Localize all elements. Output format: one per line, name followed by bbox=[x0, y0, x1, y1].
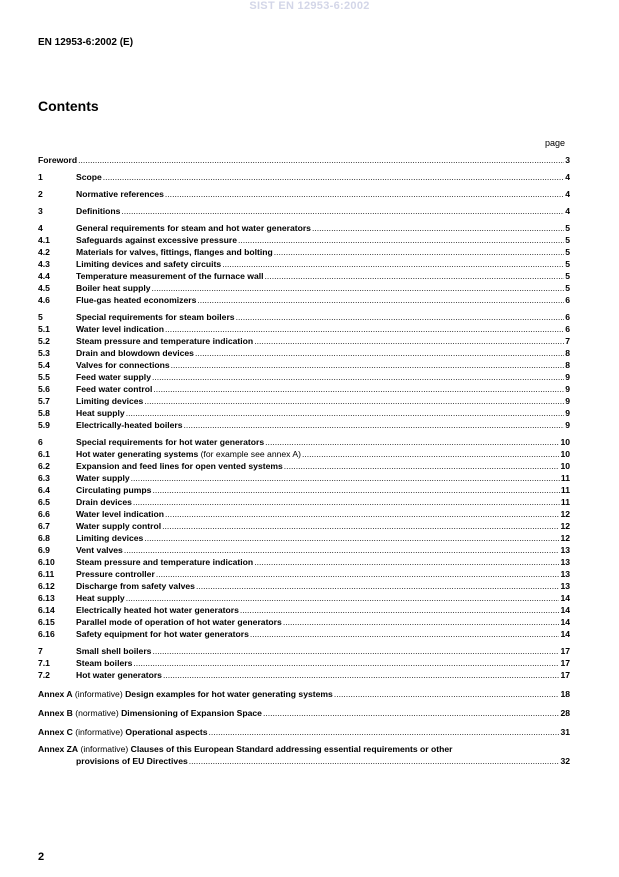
toc-entry-page: 5 bbox=[565, 223, 570, 233]
toc-entry-title-text: Valves for connections bbox=[76, 360, 170, 370]
toc-entry-title-text: Pressure controller bbox=[76, 569, 155, 579]
toc-entry-page: 14 bbox=[560, 617, 570, 627]
document-id: EN 12953-6:2002 (E) bbox=[38, 37, 134, 48]
toc-entry-number: 6.13 bbox=[38, 593, 55, 603]
toc-entry-title bbox=[76, 359, 170, 371]
toc-entry-page: 6 bbox=[565, 324, 570, 334]
toc-entry-title-text: Electrically heated hot water generators bbox=[76, 605, 239, 615]
toc-entry-page: 14 bbox=[560, 593, 570, 603]
toc-entry-title bbox=[76, 171, 102, 183]
toc-entry-page: 9 bbox=[565, 384, 570, 394]
toc-entry-title bbox=[76, 580, 195, 592]
leader-dots bbox=[238, 234, 564, 246]
toc-entry-title-text: Expansion and feed lines for open vented systems bbox=[76, 461, 283, 471]
toc-entry-title bbox=[76, 496, 132, 508]
toc-entry-title bbox=[76, 484, 151, 496]
toc-entry-title bbox=[76, 188, 164, 200]
toc-entry-page: 9 bbox=[565, 372, 570, 382]
toc-entry-page: 12 bbox=[560, 533, 570, 543]
toc-entry[interactable] bbox=[38, 645, 570, 657]
toc-entry-title-text: Water supply bbox=[76, 473, 130, 483]
toc-entry-title-text: Small shell boilers bbox=[76, 646, 152, 656]
leader-dots bbox=[302, 448, 559, 460]
toc-entry-title-text: Definitions bbox=[76, 206, 121, 216]
toc-entry[interactable] bbox=[38, 234, 570, 246]
toc-entry-number: 6.7 bbox=[38, 521, 50, 531]
toc-entry-title bbox=[76, 532, 143, 544]
toc-entry-title bbox=[76, 282, 151, 294]
toc-entry-title-text: Water level indication bbox=[76, 324, 165, 334]
toc-entry-number: 4.6 bbox=[38, 295, 50, 305]
toc-entry-page: 13 bbox=[560, 569, 570, 579]
toc-entry-number: 6.14 bbox=[38, 605, 55, 615]
toc-entry[interactable] bbox=[38, 395, 570, 407]
toc-entry-title-text: Steam boilers bbox=[76, 658, 133, 668]
leader-dots bbox=[312, 222, 564, 234]
toc-entry-number: 4 bbox=[38, 223, 43, 233]
toc-entry-page: 11 bbox=[560, 497, 570, 507]
toc-entry[interactable] bbox=[38, 436, 570, 448]
toc-entry-title-text: Feed water supply bbox=[76, 372, 151, 382]
toc-entry[interactable] bbox=[38, 205, 570, 217]
leader-dots bbox=[152, 371, 564, 383]
leader-dots bbox=[209, 726, 560, 738]
annex-title-line1: Clauses of this European Standard addressing essential requirements or other bbox=[130, 744, 453, 754]
toc-entry-page: 28 bbox=[560, 708, 570, 718]
toc-entry[interactable] bbox=[38, 472, 570, 484]
toc-entry-title bbox=[76, 645, 151, 657]
toc-entry-page: 8 bbox=[565, 360, 570, 370]
toc-entry-title bbox=[76, 436, 264, 448]
toc-entry-number: 6.5 bbox=[38, 497, 50, 507]
leader-dots bbox=[265, 270, 565, 282]
toc-entry-title bbox=[76, 544, 123, 556]
toc-entry-title-text: Limiting devices bbox=[76, 396, 144, 406]
toc-entry-annex[interactable] bbox=[38, 707, 570, 719]
toc-entry-number: 7.1 bbox=[38, 658, 50, 668]
toc-entry-title bbox=[76, 669, 162, 681]
toc-entry-number: 1 bbox=[38, 172, 43, 182]
toc-entries bbox=[38, 171, 570, 681]
leader-dots bbox=[103, 171, 564, 183]
toc-entry[interactable] bbox=[38, 270, 570, 282]
annex-title: Design examples for hot water generating systems bbox=[125, 689, 333, 699]
toc-entry[interactable] bbox=[38, 323, 570, 335]
leader-dots bbox=[165, 323, 564, 335]
toc-entry-page: 9 bbox=[565, 420, 570, 430]
leader-dots bbox=[165, 508, 559, 520]
toc-entry-title-text: Scope bbox=[76, 172, 102, 182]
toc-entry-number: 4.1 bbox=[38, 235, 50, 245]
toc-entry-number: 3 bbox=[38, 206, 43, 216]
leader-dots bbox=[195, 347, 564, 359]
toc-entry-page: 9 bbox=[565, 396, 570, 406]
toc-entry-title-text: Flue-gas heated economizers bbox=[76, 295, 197, 305]
toc-entry-number: 4.4 bbox=[38, 271, 50, 281]
toc-entry-title bbox=[76, 371, 151, 383]
toc-entry-annex[interactable] bbox=[38, 688, 570, 700]
toc-entry-title-text: Electrically-heated boilers bbox=[76, 420, 183, 430]
toc-entry-number: 7 bbox=[38, 646, 43, 656]
annex-type: (informative) bbox=[72, 689, 126, 699]
toc-entry[interactable] bbox=[38, 532, 570, 544]
toc-entry-title bbox=[76, 604, 239, 616]
toc-entry-title bbox=[76, 508, 164, 520]
toc-entry-title-text: Drain devices bbox=[76, 497, 132, 507]
toc-entry-title-text: Steam pressure and temperature indication bbox=[76, 557, 254, 567]
annex-entries bbox=[38, 688, 570, 738]
leader-dots bbox=[152, 282, 565, 294]
leader-dots bbox=[283, 616, 560, 628]
toc-entry-number: 6.9 bbox=[38, 545, 50, 555]
toc-entry-page: 12 bbox=[560, 509, 570, 519]
toc-entry-title bbox=[76, 335, 253, 347]
leader-dots bbox=[126, 592, 560, 604]
toc-entry[interactable] bbox=[38, 335, 570, 347]
toc-entry-title-text: Heat supply bbox=[76, 593, 125, 603]
leader-dots bbox=[152, 484, 559, 496]
toc-entry-annex-za[interactable] bbox=[38, 743, 570, 767]
toc-entry-title bbox=[76, 383, 152, 395]
toc-entry-number: 4.2 bbox=[38, 247, 50, 257]
toc-entry[interactable] bbox=[38, 258, 570, 270]
toc-entry-page: 3 bbox=[565, 155, 570, 165]
toc-entry[interactable] bbox=[38, 311, 570, 323]
toc-entry[interactable] bbox=[38, 347, 570, 359]
leader-dots bbox=[163, 669, 559, 681]
toc-entry-title bbox=[76, 472, 130, 484]
toc-entry-title-text: Drain and blowdown devices bbox=[76, 348, 194, 358]
toc-entry-number: 6.2 bbox=[38, 461, 50, 471]
toc-entry[interactable] bbox=[38, 282, 570, 294]
toc-entry-title-text: Steam pressure and temperature indication bbox=[76, 336, 254, 346]
toc-entry-page: 12 bbox=[560, 521, 570, 531]
toc-entry-title-text: Special requirements for hot water generators bbox=[76, 437, 265, 447]
leader-dots bbox=[133, 496, 560, 508]
leader-dots bbox=[184, 419, 565, 431]
toc-entry-number: 2 bbox=[38, 189, 43, 199]
toc-entry-number: 6.11 bbox=[38, 569, 55, 579]
toc-entry-page: 14 bbox=[560, 605, 570, 615]
toc-entry-number: 6.10 bbox=[38, 557, 55, 567]
annex-label: Annex B bbox=[38, 708, 73, 718]
toc-entry-note: (for example see annex A) bbox=[198, 449, 301, 459]
toc-entry[interactable] bbox=[38, 188, 570, 200]
toc-entry-title bbox=[76, 568, 155, 580]
annex-type: (normative) bbox=[72, 708, 122, 718]
toc-entry[interactable] bbox=[38, 544, 570, 556]
leader-dots bbox=[196, 580, 559, 592]
toc-entry[interactable] bbox=[38, 669, 570, 681]
toc-entry[interactable] bbox=[38, 359, 570, 371]
leader-dots bbox=[124, 544, 560, 556]
toc-entry-number: 5.8 bbox=[38, 408, 50, 418]
toc-entry-title bbox=[76, 556, 253, 568]
toc-entry-title bbox=[76, 407, 125, 419]
toc-entry-title bbox=[76, 419, 183, 431]
toc-entry-page: 4 bbox=[565, 189, 570, 199]
leader-dots bbox=[153, 383, 564, 395]
toc-entry-page: 10 bbox=[560, 449, 570, 459]
annex-label: Annex C bbox=[38, 727, 73, 737]
leader-dots bbox=[265, 436, 559, 448]
annex-title: Operational aspects bbox=[125, 727, 208, 737]
toc-entry-number: 5.5 bbox=[38, 372, 50, 382]
toc-entry-number: 5.1 bbox=[38, 324, 50, 334]
toc-entry-title bbox=[76, 395, 143, 407]
leader-dots bbox=[121, 205, 564, 217]
toc-entry[interactable] bbox=[38, 246, 570, 258]
toc-entry-title-text: Limiting devices and safety circuits bbox=[76, 259, 222, 269]
toc-entry-title: Foreword bbox=[38, 155, 78, 165]
toc-entry[interactable] bbox=[38, 604, 570, 616]
leader-dots bbox=[126, 407, 565, 419]
toc-entry[interactable] bbox=[38, 580, 570, 592]
leader-dots bbox=[165, 188, 564, 200]
toc-entry[interactable] bbox=[38, 484, 570, 496]
leader-dots bbox=[274, 246, 564, 258]
toc-entry-page: 8 bbox=[565, 348, 570, 358]
toc-entry[interactable] bbox=[38, 657, 570, 669]
page-title: Contents bbox=[38, 98, 99, 114]
toc-entry-title bbox=[76, 246, 273, 258]
annex-title-line2: provisions of EU Directives bbox=[76, 756, 188, 766]
toc-entry-number: 6.1 bbox=[38, 449, 50, 459]
toc-entry-title-text: Hot water generating systems bbox=[76, 449, 199, 459]
toc-entry-title bbox=[76, 294, 196, 306]
toc-entry-page: 13 bbox=[560, 581, 570, 591]
toc-entry-number: 5.7 bbox=[38, 396, 50, 406]
leader-dots bbox=[240, 604, 560, 616]
leader-dots bbox=[334, 688, 560, 700]
toc-entry-number: 5.2 bbox=[38, 336, 50, 346]
toc-entry[interactable] bbox=[38, 628, 570, 640]
table-of-contents bbox=[38, 154, 570, 767]
toc-entry-number: 5.4 bbox=[38, 360, 50, 370]
toc-entry-title bbox=[76, 448, 301, 460]
page-number: 2 bbox=[38, 851, 45, 863]
toc-entry-number: 6.6 bbox=[38, 509, 50, 519]
leader-dots bbox=[78, 154, 564, 166]
toc-entry[interactable] bbox=[38, 294, 570, 306]
leader-dots bbox=[197, 294, 564, 306]
toc-entry-title bbox=[76, 258, 221, 270]
toc-entry-title-text: Boiler heat supply bbox=[76, 283, 151, 293]
leader-dots bbox=[133, 657, 559, 669]
toc-entry[interactable] bbox=[38, 616, 570, 628]
toc-entry[interactable] bbox=[38, 383, 570, 395]
annex-label: Annex A bbox=[38, 689, 73, 699]
toc-entry-number: 6.3 bbox=[38, 473, 50, 483]
toc-entry-page: 4 bbox=[565, 172, 570, 182]
toc-entry-title-text: Safeguards against excessive pressure bbox=[76, 235, 237, 245]
toc-entry[interactable] bbox=[38, 371, 570, 383]
toc-entry-number: 6.8 bbox=[38, 533, 50, 543]
toc-entry-page: 10 bbox=[560, 461, 570, 471]
toc-entry-title-text: Temperature measurement of the furnace wall bbox=[76, 271, 264, 281]
toc-entry-number: 6.12 bbox=[38, 581, 55, 591]
leader-dots bbox=[222, 258, 564, 270]
toc-entry-page: 14 bbox=[560, 629, 570, 639]
annex-type: (informative) bbox=[78, 744, 131, 754]
toc-entry-page: 17 bbox=[560, 658, 570, 668]
page-column-label: page bbox=[545, 138, 566, 148]
toc-entry-title bbox=[76, 616, 282, 628]
toc-entry-title bbox=[76, 347, 194, 359]
toc-entry-page: 5 bbox=[565, 235, 570, 245]
leader-dots bbox=[162, 520, 559, 532]
toc-entry-title bbox=[76, 270, 264, 282]
toc-entry-number: 5.6 bbox=[38, 384, 50, 394]
toc-entry-number: 4.3 bbox=[38, 259, 50, 269]
leader-dots bbox=[284, 460, 560, 472]
toc-entry-title-text: Normative references bbox=[76, 189, 164, 199]
toc-entry-title-text: Safety equipment for hot water generators bbox=[76, 629, 249, 639]
leader-dots bbox=[171, 359, 565, 371]
leader-dots bbox=[254, 335, 564, 347]
toc-entry-title-text: Water level indication bbox=[76, 509, 165, 519]
toc-entry-title bbox=[76, 628, 249, 640]
toc-entry-page: 5 bbox=[565, 259, 570, 269]
toc-entry-page: 13 bbox=[560, 545, 570, 555]
annex-title: Dimensioning of Expansion Space bbox=[121, 708, 262, 718]
watermark: SIST EN 12953-6:2002 bbox=[249, 0, 370, 12]
toc-entry-number: 6.4 bbox=[38, 485, 50, 495]
toc-entry-page: 13 bbox=[560, 557, 570, 567]
toc-entry-title bbox=[76, 592, 125, 604]
toc-entry[interactable] bbox=[38, 171, 570, 183]
toc-entry-number: 6.16 bbox=[38, 629, 55, 639]
toc-entry-title-text: Materials for valves, fittings, flanges and bolting bbox=[76, 247, 273, 257]
toc-entry[interactable] bbox=[38, 520, 570, 532]
toc-entry-number: 5.3 bbox=[38, 348, 50, 358]
toc-entry-page: 5 bbox=[565, 271, 570, 281]
toc-entry-title-text: Special requirements for steam boilers bbox=[76, 312, 235, 322]
toc-entry[interactable] bbox=[38, 419, 570, 431]
toc-entry[interactable] bbox=[38, 496, 570, 508]
toc-entry-title-text: Limiting devices bbox=[76, 533, 144, 543]
toc-entry-page: 17 bbox=[560, 646, 570, 656]
toc-entry[interactable] bbox=[38, 407, 570, 419]
toc-entry-title bbox=[76, 460, 283, 472]
toc-entry[interactable] bbox=[38, 222, 570, 234]
toc-entry-page: 17 bbox=[560, 670, 570, 680]
leader-dots bbox=[250, 628, 560, 640]
leader-dots bbox=[152, 645, 559, 657]
leader-dots bbox=[263, 707, 559, 719]
toc-entry[interactable] bbox=[38, 460, 570, 472]
toc-entry-page: 7 bbox=[565, 336, 570, 346]
toc-entry-page: 6 bbox=[565, 295, 570, 305]
leader-dots bbox=[254, 556, 559, 568]
toc-entry-title bbox=[76, 234, 237, 246]
toc-entry-page: 18 bbox=[560, 689, 570, 699]
toc-entry-title-text: Discharge from safety valves bbox=[76, 581, 195, 591]
toc-entry-title bbox=[76, 323, 164, 335]
leader-dots bbox=[144, 395, 564, 407]
toc-entry-title-text: General requirements for steam and hot water generators bbox=[76, 223, 311, 233]
toc-entry-title-text: Water supply control bbox=[76, 521, 162, 531]
toc-entry[interactable] bbox=[38, 508, 570, 520]
toc-entry-number: 6.15 bbox=[38, 617, 55, 627]
toc-entry-title bbox=[76, 205, 120, 217]
toc-entry[interactable] bbox=[38, 556, 570, 568]
toc-entry-title bbox=[76, 222, 311, 234]
toc-entry-title-text: Vent valves bbox=[76, 545, 123, 555]
toc-entry-title-text: Hot water generators bbox=[76, 670, 162, 680]
toc-entry-foreword[interactable] bbox=[38, 154, 570, 166]
toc-entry-number: 6 bbox=[38, 437, 43, 447]
toc-entry-number: 5 bbox=[38, 312, 43, 322]
toc-entry[interactable] bbox=[38, 448, 570, 460]
toc-entry[interactable] bbox=[38, 568, 570, 580]
toc-entry-title-text: Feed water control bbox=[76, 384, 153, 394]
toc-entry-number: 4.5 bbox=[38, 283, 50, 293]
annex-label: Annex ZA bbox=[38, 744, 79, 754]
toc-entry-title-text: Parallel mode of operation of hot water generators bbox=[76, 617, 282, 627]
toc-entry-page: 31 bbox=[560, 727, 570, 737]
toc-entry-page: 4 bbox=[565, 206, 570, 216]
toc-entry-title bbox=[76, 520, 161, 532]
toc-entry-page: 5 bbox=[565, 283, 570, 293]
leader-dots bbox=[156, 568, 560, 580]
leader-dots bbox=[144, 532, 559, 544]
toc-entry-page: 10 bbox=[560, 437, 570, 447]
toc-entry-title-text: Circulating pumps bbox=[76, 485, 152, 495]
toc-entry-page: 9 bbox=[565, 408, 570, 418]
toc-entry-number: 5.9 bbox=[38, 420, 50, 430]
toc-entry-title bbox=[76, 657, 132, 669]
leader-dots bbox=[236, 311, 565, 323]
toc-entry-page: 5 bbox=[565, 247, 570, 257]
toc-entry-page: 11 bbox=[560, 473, 570, 483]
toc-entry-title bbox=[76, 311, 235, 323]
annex-type: (informative) bbox=[72, 727, 126, 737]
toc-entry-page: 32 bbox=[560, 756, 570, 766]
leader-dots bbox=[131, 472, 560, 484]
toc-entry-page: 6 bbox=[565, 312, 570, 322]
toc-entry[interactable] bbox=[38, 592, 570, 604]
toc-entry-page: 11 bbox=[560, 485, 570, 495]
toc-entry-annex[interactable] bbox=[38, 726, 570, 738]
toc-entry-title-text: Heat supply bbox=[76, 408, 125, 418]
leader-dots bbox=[189, 755, 560, 767]
toc-entry-number: 7.2 bbox=[38, 670, 50, 680]
